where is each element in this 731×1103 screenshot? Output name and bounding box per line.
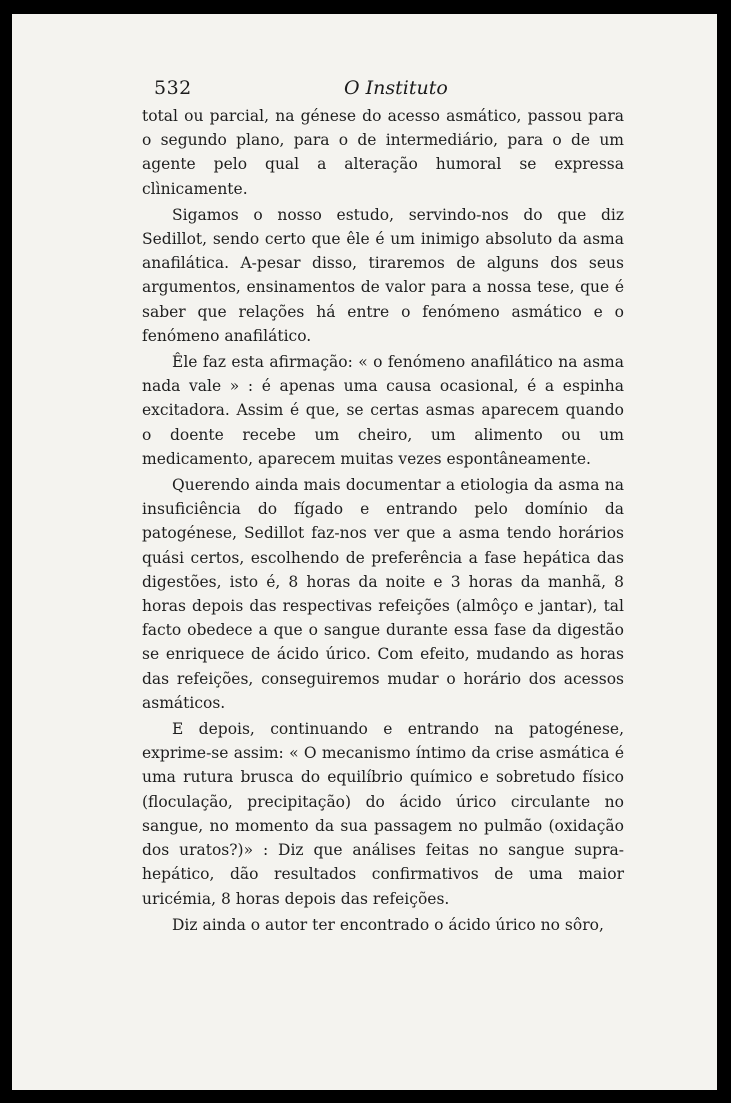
- body-text: [142, 104, 624, 939]
- paragraph-6: Diz ainda o autor ter encontrado o ácido úrico no sôro,: [172, 915, 604, 934]
- paragraph-3: Êle faz esta afirmação: « o fenómeno anafilático na asma nada vale » : é apenas uma causa ocasional, é a espinha excitadora. Assim é que, se certas asmas aparecem quando o doente recebe um cheiro, um alimento ou um medicamento, aparecem muitas vezes espontâneamente.: [142, 353, 624, 468]
- paragraph-5: E depois, continuando e entrando na patogénese, exprime-se assim: « O mecanismo íntimo da crise asmática é uma rutura brusca do equilíbrio químico e sobretudo físico (floculação, precipitação) do ácido úrico circulante no sangue, no momento da sua passagem no pulmão (oxidação dos uratos?)» : Diz que análises feitas no sangue supra-hepático, dão resultados confirmativos de uma maior uricémia, 8 horas depois das refeições.: [142, 720, 624, 908]
- paragraph-2: Sigamos o nosso estudo, servindo-nos do que diz Sedillot, sendo certo que êle é um inimigo absoluto da asma anafilática. A-pesar disso, tiraremos de alguns dos seus argumentos, ensinamentos de valor para a nossa tese, que é saber que relações há entre o fenómeno asmático e o fenómeno anafilático.: [142, 205, 624, 345]
- running-title: O Instituto: [344, 77, 448, 99]
- paragraph-4: Querendo ainda mais documentar a etiologia da asma na insuficiência do fígado e entrando pelo domínio da patogénese, Sedillot faz-nos ver que a asma tendo horários quási certos, escolhendo de preferência a fase hepática das digestões, isto é, 8 horas da noite e 3 horas da manhã, 8 horas depois das respectivas refeições (almôço e jantar), tal facto obedece a que o sangue durante essa fase da digestão se enriquece de ácido úrico. Com efeito, mudando as horas das refeições, conseguiremos mudar o horário dos acessos asmáticos.: [142, 476, 624, 712]
- paragraph-1: total ou parcial, na génese do acesso asmático, passou para o segundo plano, para o de intermediário, para o de um agente pelo qual a alteração humoral se expressa clìnicamente.: [142, 107, 624, 198]
- page-number: 532: [154, 77, 192, 99]
- page-header: [154, 77, 634, 107]
